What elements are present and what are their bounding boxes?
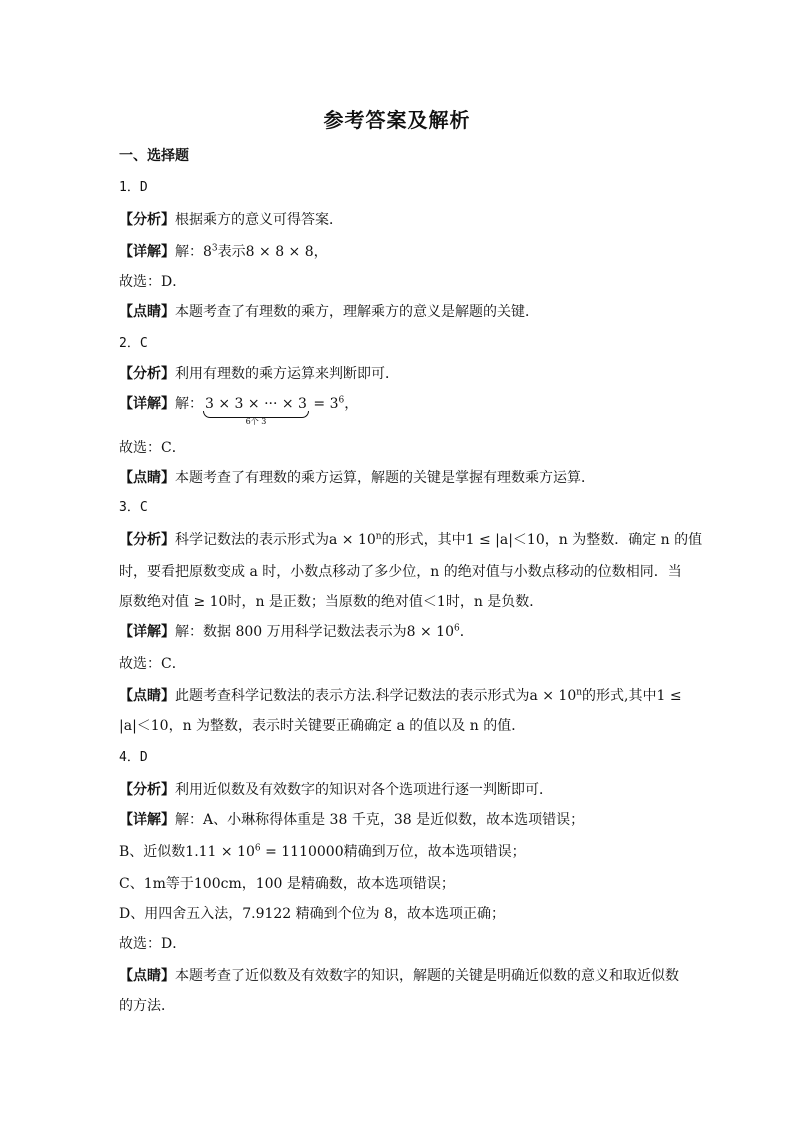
q2-eq-tail: ，	[344, 396, 359, 412]
q4-comment-l1: 本题考查了近似数及有效数字的知识，解题的关键是明确近似数的意义和取近似数	[175, 968, 679, 984]
q4-option-b-b: = 1110000精确到万位，故本选项错误；	[260, 844, 526, 860]
q4-option-c: C、1m等于100cm，100 是精确数，故本选项错误；	[119, 876, 455, 892]
q3-comment-line1	[119, 686, 689, 706]
q3-detail	[119, 622, 689, 642]
q2-comment-tag: 【点睛】	[119, 470, 175, 486]
q4-analysis	[119, 780, 689, 800]
q1-analysis-text: 根据乘方的意义可得答案．	[175, 212, 343, 228]
q3-analysis-line2: 时，要看把原数变成 a 时，小数点移动了多少位，n 的绝对值与小数点移动的位数相同．当	[119, 564, 682, 580]
q1-detail-rest: 表示8 × 8 × 8，	[217, 244, 328, 260]
q4-comment-tag: 【点睛】	[119, 968, 175, 984]
section-heading: 一、选择题	[119, 148, 189, 164]
q1-answer: 1．D	[119, 180, 148, 195]
q3-detail-tag: 【详解】	[119, 624, 175, 640]
q1-comment	[119, 302, 689, 322]
underbrace-expression	[203, 394, 309, 426]
q1-comment-text: 本题考查了有理数的乘方，理解乘方的意义是解题的关键．	[175, 304, 539, 320]
q1-choose: 故选：D．	[119, 274, 187, 290]
q2-analysis-text: 利用有理数的乘方运算来判断即可．	[175, 366, 399, 382]
q3-detail-a: 解：数据 800 万用科学记数法表示为8 × 10	[175, 624, 454, 640]
q4-detail-text: 解：A、小琳称得体重是 38 千克，38 是近似数，故本选项错误；	[175, 812, 585, 828]
q1-detail-exp: 3	[211, 243, 218, 254]
q2-analysis	[119, 364, 689, 384]
q4-detail-tag: 【详解】	[119, 812, 175, 828]
q1-detail-prefix: 解：	[175, 244, 203, 260]
q4-detail	[119, 810, 689, 830]
q2-eq-exp: 6	[338, 395, 345, 406]
q4-option-b-exp: 6	[254, 843, 261, 854]
q3-comment-l1exp: n	[576, 687, 583, 698]
q3-detail-b: ．	[459, 624, 474, 640]
underbrace-product: 3 × 3 × ··· × 3	[205, 396, 307, 412]
q2-analysis-tag: 【分析】	[119, 366, 175, 382]
q1-detail-base: 8	[203, 244, 212, 260]
q2-eq-text: = 3	[308, 396, 339, 412]
q3-answer: 3．C	[119, 500, 148, 515]
q3-analysis-l1a: 科学记数法的表示形式为a × 10	[175, 532, 376, 548]
q3-comment-tag: 【点睛】	[119, 688, 175, 704]
q3-analysis-line3: 原数绝对值 ≥ 10时，n 是正数；当原数的绝对值＜1时，n 是负数．	[119, 594, 544, 610]
page-title: 参考答案及解析	[323, 108, 471, 132]
q1-analysis-tag: 【分析】	[119, 212, 175, 228]
q4-comment-line1	[119, 966, 689, 986]
q2-detail-tag: 【详解】	[119, 396, 175, 412]
q4-analysis-text: 利用近似数及有效数字的知识对各个选项进行逐一判断即可．	[175, 782, 553, 798]
q4-answer: 4．D	[119, 750, 148, 765]
q2-detail	[119, 394, 689, 426]
q4-analysis-tag: 【分析】	[119, 782, 175, 798]
q2-comment-text: 本题考查了有理数的乘方运算，解题的关键是掌握有理数乘方运算．	[175, 470, 595, 486]
q3-analysis-line1	[119, 530, 703, 550]
q3-comment-l1b: 的形式,其中1 ≤	[582, 688, 682, 704]
q2-comment	[119, 468, 689, 488]
q1-comment-tag: 【点睛】	[119, 304, 175, 320]
q4-choose: 故选：D．	[119, 936, 187, 952]
q2-choose: 故选：C．	[119, 440, 186, 456]
q3-comment-line2: |a|＜10，n 为整数，表示时关键要正确确定 a 的值以及 n 的值．	[119, 718, 526, 734]
q4-comment-line2: 的方法．	[119, 998, 175, 1014]
q4-option-d: D、用四舍五入法，7.9122 精确到个位为 8，故本选项正确；	[119, 906, 506, 922]
q1-detail	[119, 242, 689, 262]
q3-comment-l1a: 此题考查科学记数法的表示方法.科学记数法的表示形式为a × 10	[175, 688, 577, 704]
q3-detail-exp: 6	[453, 623, 460, 634]
q4-option-b-a: B、近似数1.11 × 10	[119, 844, 255, 860]
q2-answer: 2．C	[119, 336, 148, 351]
q3-choose: 故选：C．	[119, 656, 186, 672]
q3-analysis-tag: 【分析】	[119, 532, 175, 548]
q4-option-b	[119, 842, 689, 862]
underbrace-label: 6个 3	[245, 417, 267, 426]
q3-analysis-l1b: 的形式，其中1 ≤ |a|＜10，n 为整数．确定 n 的值	[381, 532, 703, 548]
q1-analysis	[119, 210, 689, 230]
q3-analysis-l1exp: n	[375, 531, 382, 542]
q1-detail-tag: 【详解】	[119, 244, 175, 260]
q2-detail-prefix: 解：	[175, 396, 203, 412]
